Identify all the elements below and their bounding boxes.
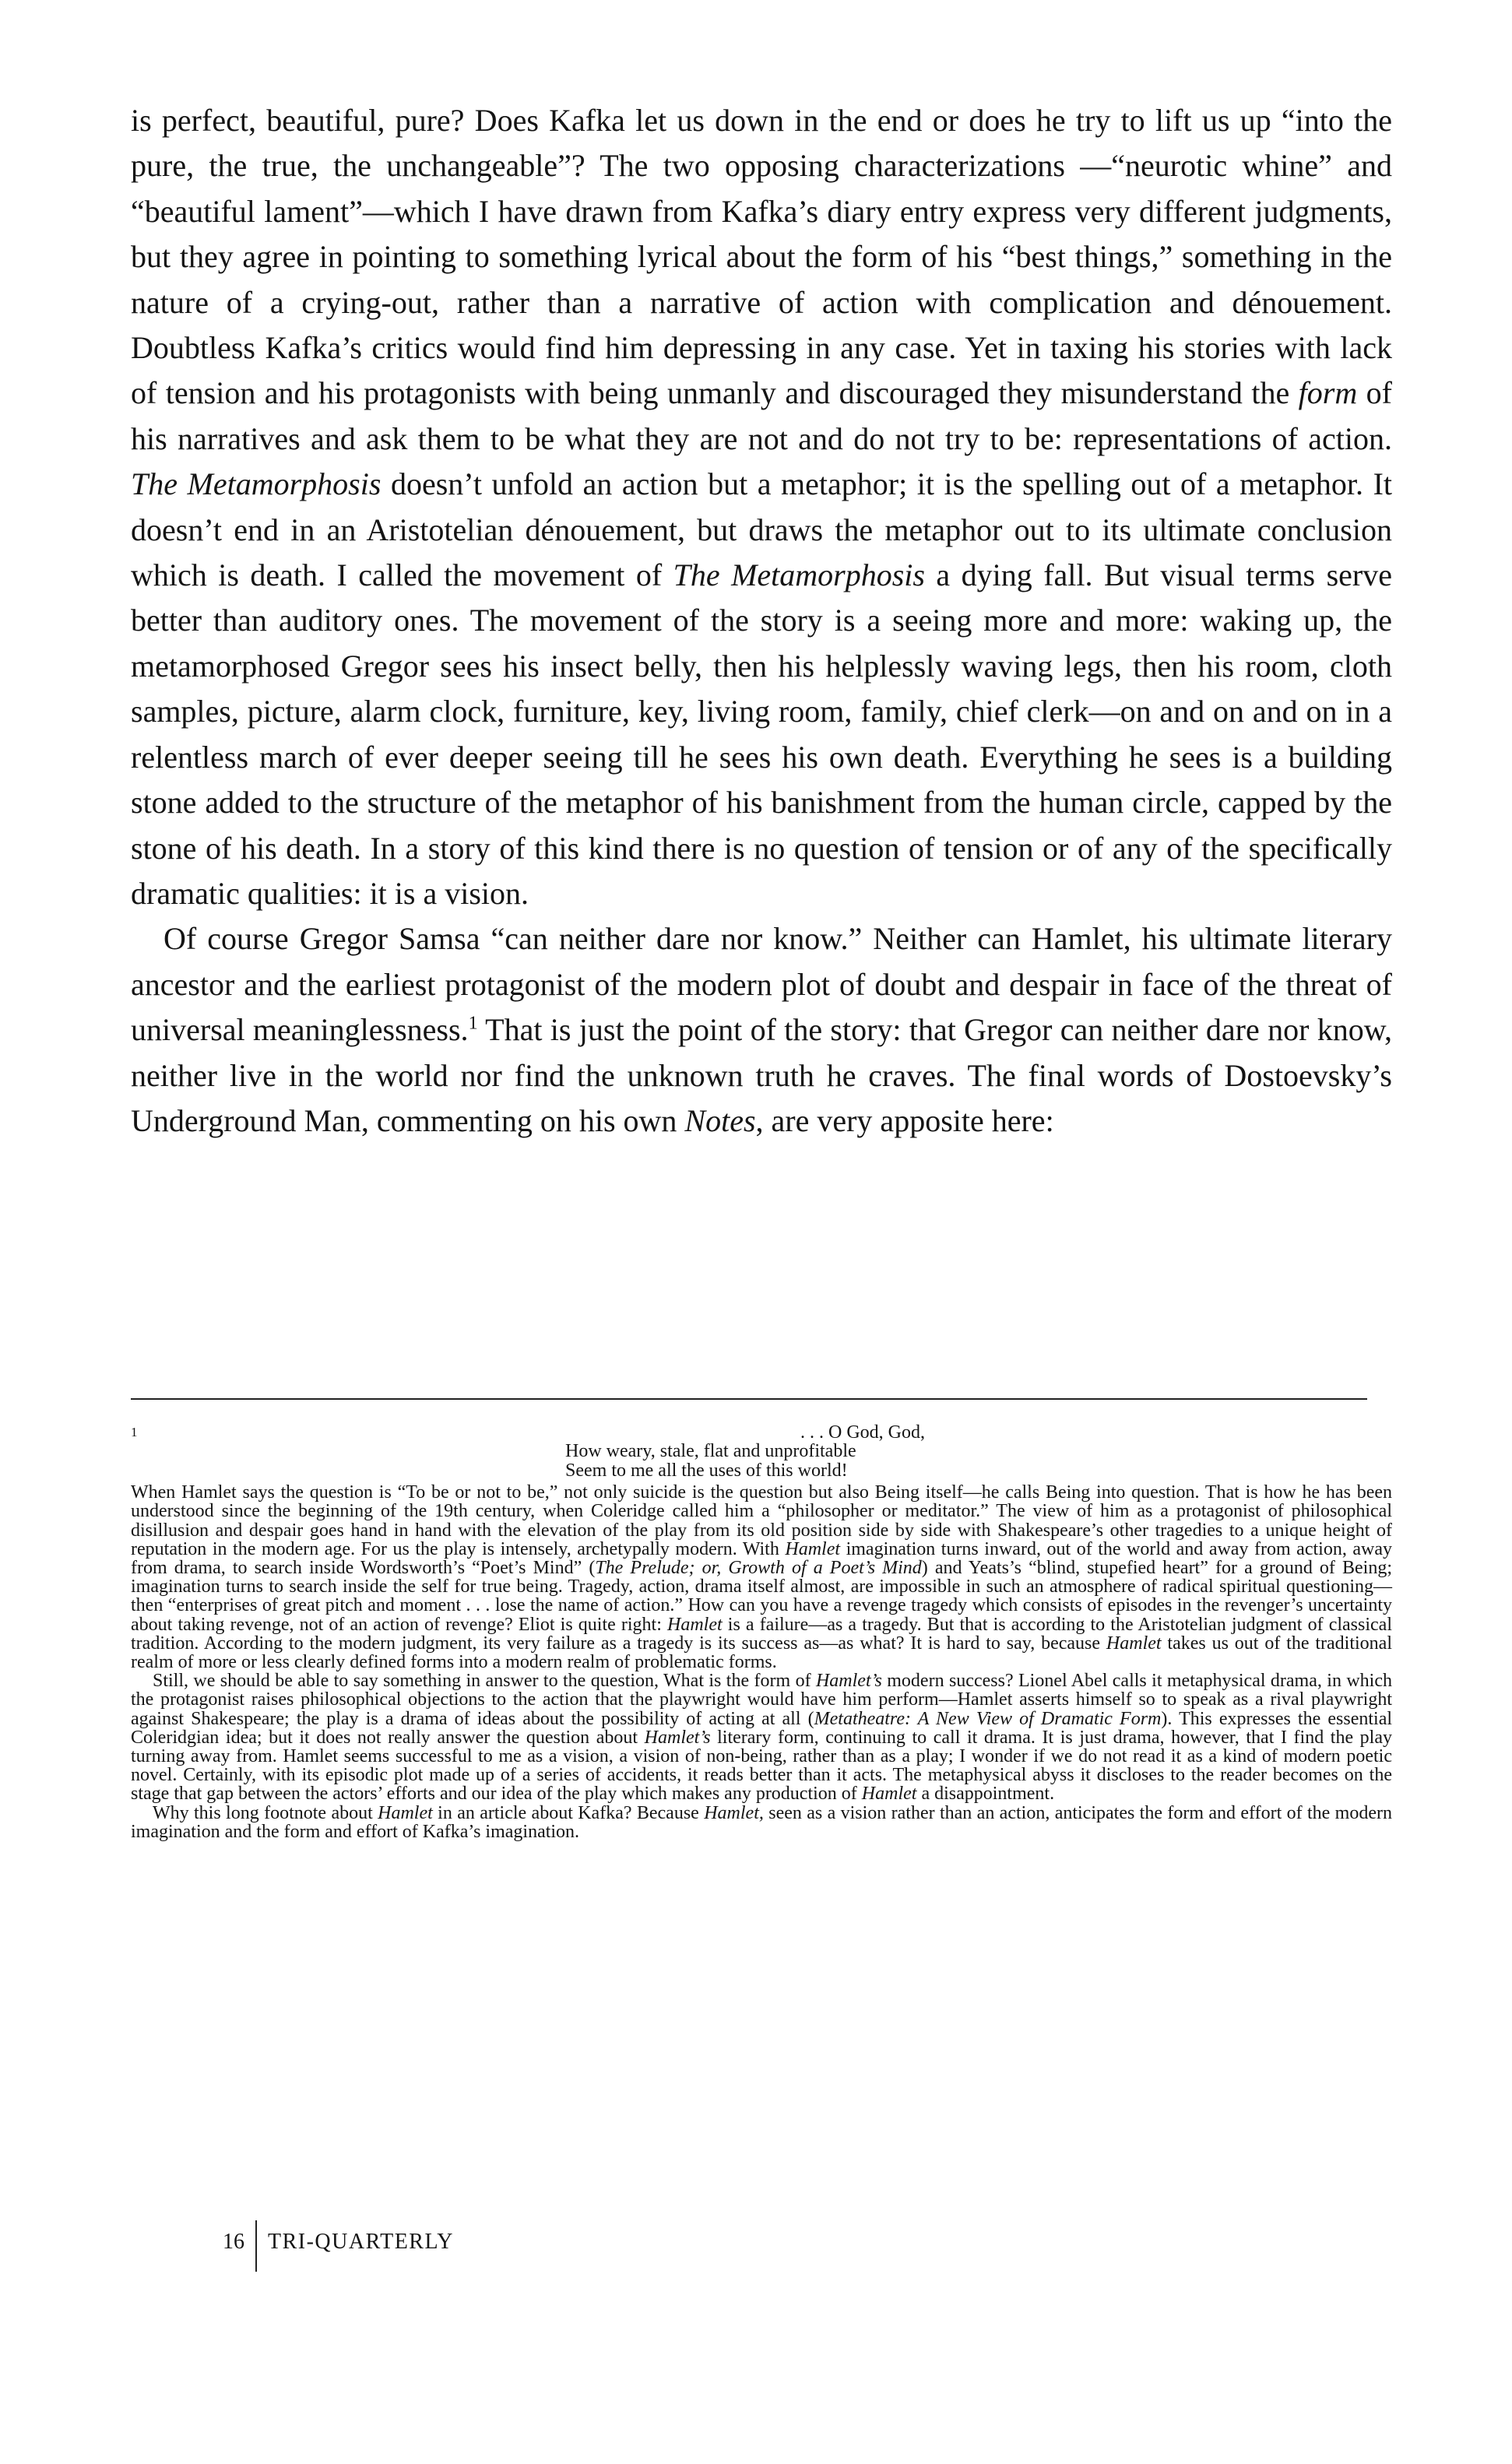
footnote-reference[interactable]: 1 — [468, 1013, 478, 1034]
verse-line: . . . O God, God, — [800, 1422, 925, 1443]
footnote-divider — [131, 1398, 1367, 1400]
footnote-marker: 1 — [131, 1425, 138, 1439]
title-prelude: The Prelude; or, Growth of a Poet’s Mind — [595, 1558, 922, 1579]
title-notes: Notes — [684, 1102, 756, 1138]
title-hamlet: Hamlet’s — [644, 1727, 711, 1748]
footnote-verse — [131, 1423, 1392, 1480]
emphasis-form: form — [1298, 375, 1358, 411]
footnote — [131, 1423, 1392, 1841]
page-number: 16 — [223, 2230, 244, 2254]
footnote-paragraph-3: Why this long footnote about Hamlet in an article about Kafka? Because Hamlet, seen as a vision rather than an action, anticipates the form and effort of the modern imagination and the form and effort of Kafka’s imagination. — [131, 1802, 1392, 1842]
title-metamorphosis: The Metamorphosis — [673, 557, 925, 593]
paragraph-2: Of course Gregor Samsa “can neither dare nor know.” Neither can Hamlet, his ultimate literary ancestor and the earliest protagonist of the modern plot of doubt and despair in face of the threat of universal meaninglessness.$^1$ That is just the point of the story: that Gregor can neither dare nor know, neither live in the world nor find the unknown truth he craves. The final words of Dostoevsky’s Underground Man, commenting on his own Notes, are very apposite here: — [131, 921, 1392, 1138]
verse-line: Seem to me all the uses of this world! — [565, 1460, 848, 1481]
title-hamlet: Hamlet — [667, 1614, 723, 1635]
page-folio — [223, 2220, 454, 2275]
title-metatheatre: Metatheatre: A New View of Dramatic Form — [814, 1708, 1162, 1729]
footnote-paragraph-2: Still, we should be able to say something in answer to the question, What is the form of Hamlet’s modern success? Lionel Abel calls it metaphysical drama, in which the protagonist raises philosophical objections to the action that the playwright would have him perform—Hamlet asserts himself so to speak as a rival playwright against Shakespeare; the play is a drama of ideas about the possibility of acting at all (Metatheatre: A New View of Dramatic Form). This expresses the essential Coleridgian idea; but it does not really answer the question about Hamlet’s literary form, continuing to call it drama. It is just drama, however, that I find the play turning away from. Hamlet seems successful to me as a vision, a vision of non-being, rather than as a play; I wonder if we do not read it as a kind of modern poetic novel. Certainly, with its episodic plot made up of a series of accidents, it reads better than it acts. The metaphysical abyss it discloses to the reader becomes on the stage that gap between the actors’ efforts and our idea of the play which makes any production of Hamlet a disappointment. — [131, 1671, 1393, 1805]
title-hamlet: Hamlet — [1106, 1633, 1162, 1654]
title-hamlet: Hamlet — [378, 1802, 433, 1823]
title-hamlet: Hamlet, — [704, 1802, 764, 1823]
paragraph-1: is perfect, beautiful, pure? Does Kafka let us down in the end or does he try to lift us up “into the pure, the true, the unchangeable”? The two opposing characterizations —“neurotic whine” and “beautiful lament”—which I have drawn from Kafka’s diary entry express very different judgments, but they agree in pointing to something lyrical about the form of his “best things,” something in the nature of a crying-out, rather than a narrative of action with complication and dénouement. Doubtless Kafka’s critics would find him depressing in any case. Yet in taxing his stories with lack of tension and his protagonists with being unmanly and discouraged they misunderstand the form of his narratives and ask them to be what they are not and do not try to be: representations of action. The Metamorphosis doesn’t unfold an action but a metaphor; it is the spelling out of a metaphor. It doesn’t end in an Aristotelian dénouement, but draws the metaphor out to its ultimate conclusion which is death. I called the movement of The Metamorphosis a dying fall. But visual terms serve better than auditory ones. The movement of the story is a seeing more and more: waking up, the metamorphosed Gregor sees his insect belly, then his helplessly waving legs, then his room, cloth samples, picture, alarm clock, furniture, key, living room, family, chief clerk—on and on and on in a relentless march of ever deeper seeing till he sees his own death. Everything he sees is a building stone added to the structure of the metaphor of his banishment from the human circle, capped by the stone of his death. In a story of this kind there is no question of tension or of any of the specifically dramatic qualities: it is a vision. — [131, 103, 1393, 911]
main-text — [131, 98, 1392, 1144]
footnote-paragraph-1: When Hamlet says the question is “To be or not to be,” not only suicide is the question but also Being itself—he calls Being into question. That is how he has been understood since the beginning of the 19th century, when Coleridge called him a “philosopher or meditator.” The view of him as a protagonist of philosophical disillusion and despair goes hand in hand with the elevation of the play from its old position side by side with Shakespeare’s other tragedies to a unique height of reputation in the modern age. For us the play is intensely, archetypally modern. With Hamlet imagination turns inward, out of the world and away from action, away from drama, to search inside Wordsworth’s “Poet’s Mind” (The Prelude; or, Growth of a Poet’s Mind) and Yeats’s “blind, stupefied heart” for a ground of Being; imagination turns to search inside the self for true being. Tragedy, action, drama itself almost, are impossible in such an atmosphere of radical spiritual questioning—then “enterprises of great pitch and moment . . . lose the name of action.” How can you have a revenge tragedy which consists of episodes in the revenger’s uncertainty about taking revenge, not of an action of revenge? Eliot is quite right: Hamlet is a failure—as a tragedy. But that is according to the Aristotelian judgment of classical tradition. According to the modern judgment, its very failure as a tragedy is its success as—as what? It is hard to say, because Hamlet takes us out of the traditional realm of more or less clearly defined forms into a modern realm of problematic forms. — [131, 1482, 1393, 1673]
verse-line: How weary, stale, flat and unprofitable — [565, 1441, 856, 1462]
title-metamorphosis: The Metamorphosis — [131, 466, 382, 502]
title-hamlet: Hamlet — [861, 1784, 917, 1805]
title-hamlet: Hamlet’s — [815, 1671, 882, 1692]
journal-name: TRI-QUARTERLY — [268, 2230, 454, 2254]
title-hamlet: Hamlet — [785, 1538, 841, 1559]
